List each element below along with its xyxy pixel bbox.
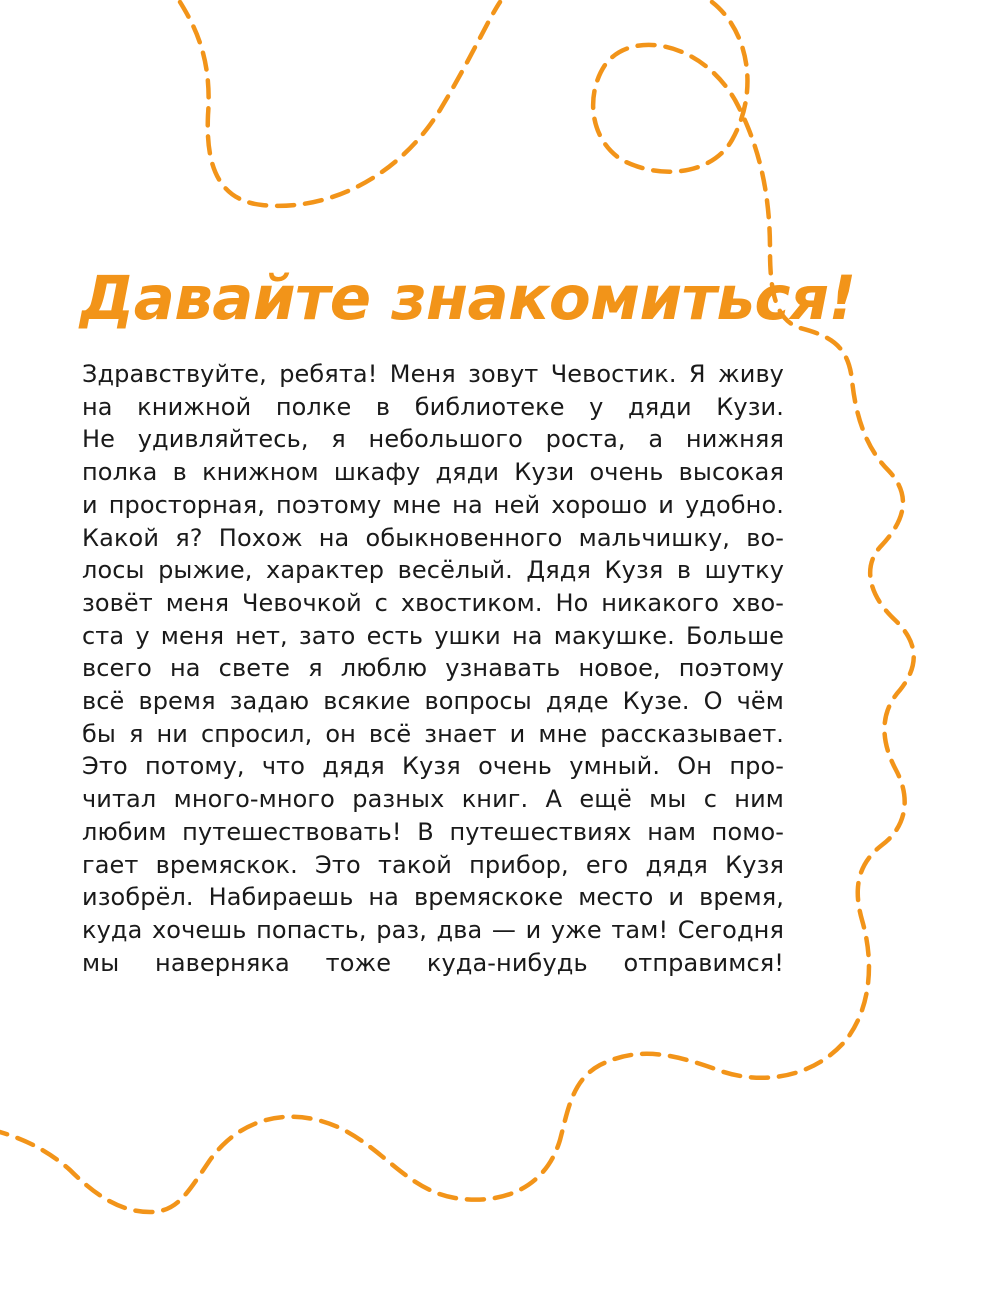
paragraph-line: любим путешествовать! В путешествиях нам помо- bbox=[82, 817, 784, 846]
paragraph-line: зовёт меня Чевочкой с хвостиком. Но никакого хво- bbox=[82, 588, 784, 617]
paragraph-line: читал много-много разных книг. А ещё мы с ним bbox=[82, 785, 784, 814]
paragraph-line: мы наверняка тоже куда-нибудь отправимся! bbox=[82, 948, 784, 977]
paragraph-line: куда хочешь попасть, раз, два — и уже там! Сегодня bbox=[82, 915, 784, 944]
paragraph-line: всего на свете я люблю узнавать новое, поэтому bbox=[82, 654, 784, 683]
paragraph-line: гает времяскок. Это такой прибор, его дядя Кузя bbox=[82, 850, 784, 879]
paragraph-line: ста у меня нет, зато есть ушки на макушке. Больше bbox=[82, 621, 784, 650]
paragraph-line: полка в книжном шкафу дяди Кузи очень высокая bbox=[82, 458, 784, 487]
paragraph-line: изобрёл. Набираешь на времяскоке место и время, bbox=[82, 883, 784, 912]
dashed-path-top-loop bbox=[180, 2, 500, 206]
page-title: Давайте знакомиться! bbox=[80, 263, 856, 334]
paragraph-line: Не удивляйтесь, я небольшого роста, а нижняя bbox=[82, 425, 784, 454]
paragraph-line: бы я ни спросил, он всё знает и мне рассказывает. bbox=[82, 719, 784, 748]
body-paragraph bbox=[82, 358, 784, 979]
paragraph-line: всё время задаю всякие вопросы дяде Кузе. О чём bbox=[82, 687, 784, 716]
paragraph-line: лосы рыжие, характер весёлый. Дядя Кузя в шутку bbox=[82, 556, 784, 585]
paragraph-line: Здравствуйте, ребята! Меня зовут Чевостик. Я живу bbox=[82, 360, 784, 388]
paragraph-line: Это потому, что дядя Кузя очень умный. Он про- bbox=[82, 752, 784, 781]
paragraph-line: Какой я? Похож на обыкновенного мальчишку, во- bbox=[82, 523, 784, 552]
paragraph-line: и просторная, поэтому мне на ней хорошо и удобно. bbox=[82, 490, 784, 519]
paragraph-line: на книжной полке в библиотеке у дяди Кузи. bbox=[82, 392, 784, 421]
